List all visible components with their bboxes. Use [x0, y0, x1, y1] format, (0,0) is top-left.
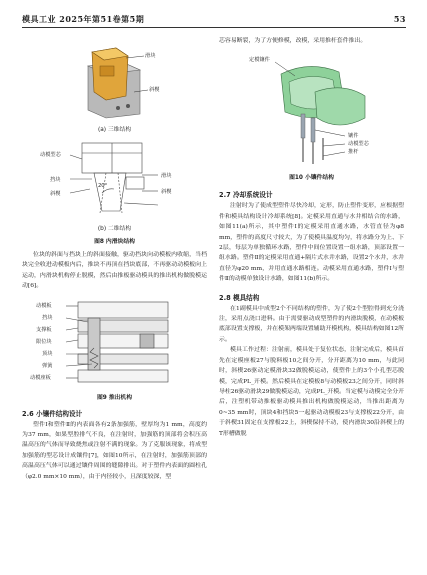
fig8a-slider-label: 滑块	[145, 53, 156, 59]
fig8b-holder-label: 斜楔	[50, 191, 61, 197]
fig10-insert-label: 镶件	[348, 133, 359, 140]
fig10-moving-core-label: 动模型芯	[348, 141, 369, 148]
paragraph-mold-working: 模具工作过程：注射前，模具处于复位状态，注射完成后，模具首先在定模座板27与脱料板10之间分开，分开距离为10 mm，与此同时，斜楔26驱动定模滑块32做脱模运动，使塑件上的3个小孔型芯脱模，完成PL_开模。然后模具在定模板8与动模板23之间分开，同时斜导柱26驱动滑块29做脱模运动，完成PL_开模。当定模与动模完全分开后，注塑机带动推板驱动模具推出机构做脱模运动，当推出距离为0~35 mm时，顶块4和挡块5一起驱动动模板23与支撑板22分开，由于斜楔31固定在支撑板22上，斜楔保持不动，使内滑块30沿斜楔上的T形槽做脱	[219, 347, 404, 437]
header-rule	[22, 27, 406, 28]
slider-3d-illustration	[22, 36, 207, 122]
figure-8a	[22, 36, 207, 122]
fig10-fixed-core-label: 定模镶件	[249, 57, 270, 64]
left-column	[22, 36, 207, 482]
paragraph-cooling: 注射时为了使成型塑件尽快冷却，定形，防止塑件变形，应根据塑件和模具结构设计冷却系统[8]。定模采用直通与水井相结合的水路，如图11(a)所示，其中塑件Ⅰ的定模采用直通水路，水管直径为φ8 mm，塑件的高度尺寸较大，为了使模具温度均匀，将水路分为上、下2层，每层为单独循环水路，塑件中间位置设置一组水路，顶部设置一组水路。塑件Ⅱ的定模采用直通+隔片式水井水路，设置2个水井，水井直径为φ20 mm，并用直通水路相连。动模采用直通水路，塑件Ⅰ与塑件Ⅱ的动模单独设计水路，如图11(b)所示。	[219, 203, 404, 283]
fig10-push-rod-label: 推杆	[348, 149, 359, 156]
paragraph-stop-mechanism: 位块的斜面与挡块上的斜面接触，驱动挡块向动模板内收缩，当档块完全收进动模板内后，推块不再顶在挡块底部，不再驱动动模板向上运动，内滑块机构停止脱模，然后由推板驱动模具的推出机构做脱模运动[6]。	[22, 252, 207, 290]
fig8a-inclined-label: 斜楔	[149, 87, 160, 93]
fig9-moving-plate-label: 动模板	[36, 302, 52, 309]
fig9-support-plate-label: 支撑板	[36, 326, 52, 333]
figure-8b	[22, 139, 207, 221]
paragraph-core-cont: 芯容易断裂，为了方便修模，改模，采用推杆套件推出。	[219, 38, 367, 44]
fig10-title: 图10 小镶件结构	[289, 175, 334, 182]
journal-name: 模具工业 2025年第51卷第5期	[22, 14, 145, 24]
small-insert-illustration	[219, 52, 404, 170]
running-header	[22, 14, 406, 28]
fig8b-stop-label: 挡块	[50, 177, 61, 183]
fig9-top-rod-label: 顶块	[42, 350, 53, 357]
fig8b-slider-label: 滑块	[161, 173, 172, 179]
fig9-spring-label: 弹簧	[42, 362, 53, 369]
fig9-stop-block-label: 挡块	[42, 314, 53, 321]
fig9-limit-block-label: 限位块	[36, 338, 52, 345]
figure-9	[22, 298, 207, 390]
fig8a-caption: (a) 三维结构	[97, 127, 132, 133]
section-2-8-heading: 2.8 模具结构	[219, 293, 260, 302]
paragraph-small-insert: 塑件Ⅰ和塑件Ⅱ的内表面各有2条加强筋，壁厚均为1 mm，高度约为37 mm，如果型腔排气不良，在注射时，加强筋的顶部将会积压高温高压的气体而导致烧焦或注射不满的现象。为了克服该现象，将成型加强筋的型芯设计成镶件[7]，如图10所示，在注射时，加强筋顶部的高温高压气体可以通过镶件周围的缝隙排出。对于塑件内表面的圆柱孔（φ2.0 mm×10 mm），由于内径较小，且深度较深，型	[22, 421, 207, 480]
paragraph-mold-structure: 在1副模具中成型2个不同结构的塑件，为了使2个型腔得到充分浇注，采用点浇口进料。由于需要驱动成型塑件的内滑块脱模，在动模板底部设置支撑板，并在模架两端设置辅助开模机构，模具结构如图12所示。	[219, 305, 404, 343]
fig8b-caption: (b) 二维结构	[97, 226, 132, 232]
fig8b-inclined-label: 斜楔	[161, 189, 172, 195]
section-2-7-heading: 2.7 冷却系统设计	[219, 191, 273, 200]
fig9-title: 图9 推出机构	[96, 394, 133, 401]
fig8-title: 图8 内滑块结构	[94, 239, 135, 245]
right-column	[219, 36, 404, 439]
fig8b-moving-core-label: 动模型芯	[40, 152, 61, 158]
page-number: 53	[393, 14, 406, 24]
fig8b-angle-label: 20°	[98, 183, 108, 189]
figure-10	[219, 52, 404, 170]
section-2-6-heading: 2.6 小镶件结构设计	[22, 409, 83, 418]
fig9-fixed-plate-label: 动模座板	[30, 374, 51, 381]
